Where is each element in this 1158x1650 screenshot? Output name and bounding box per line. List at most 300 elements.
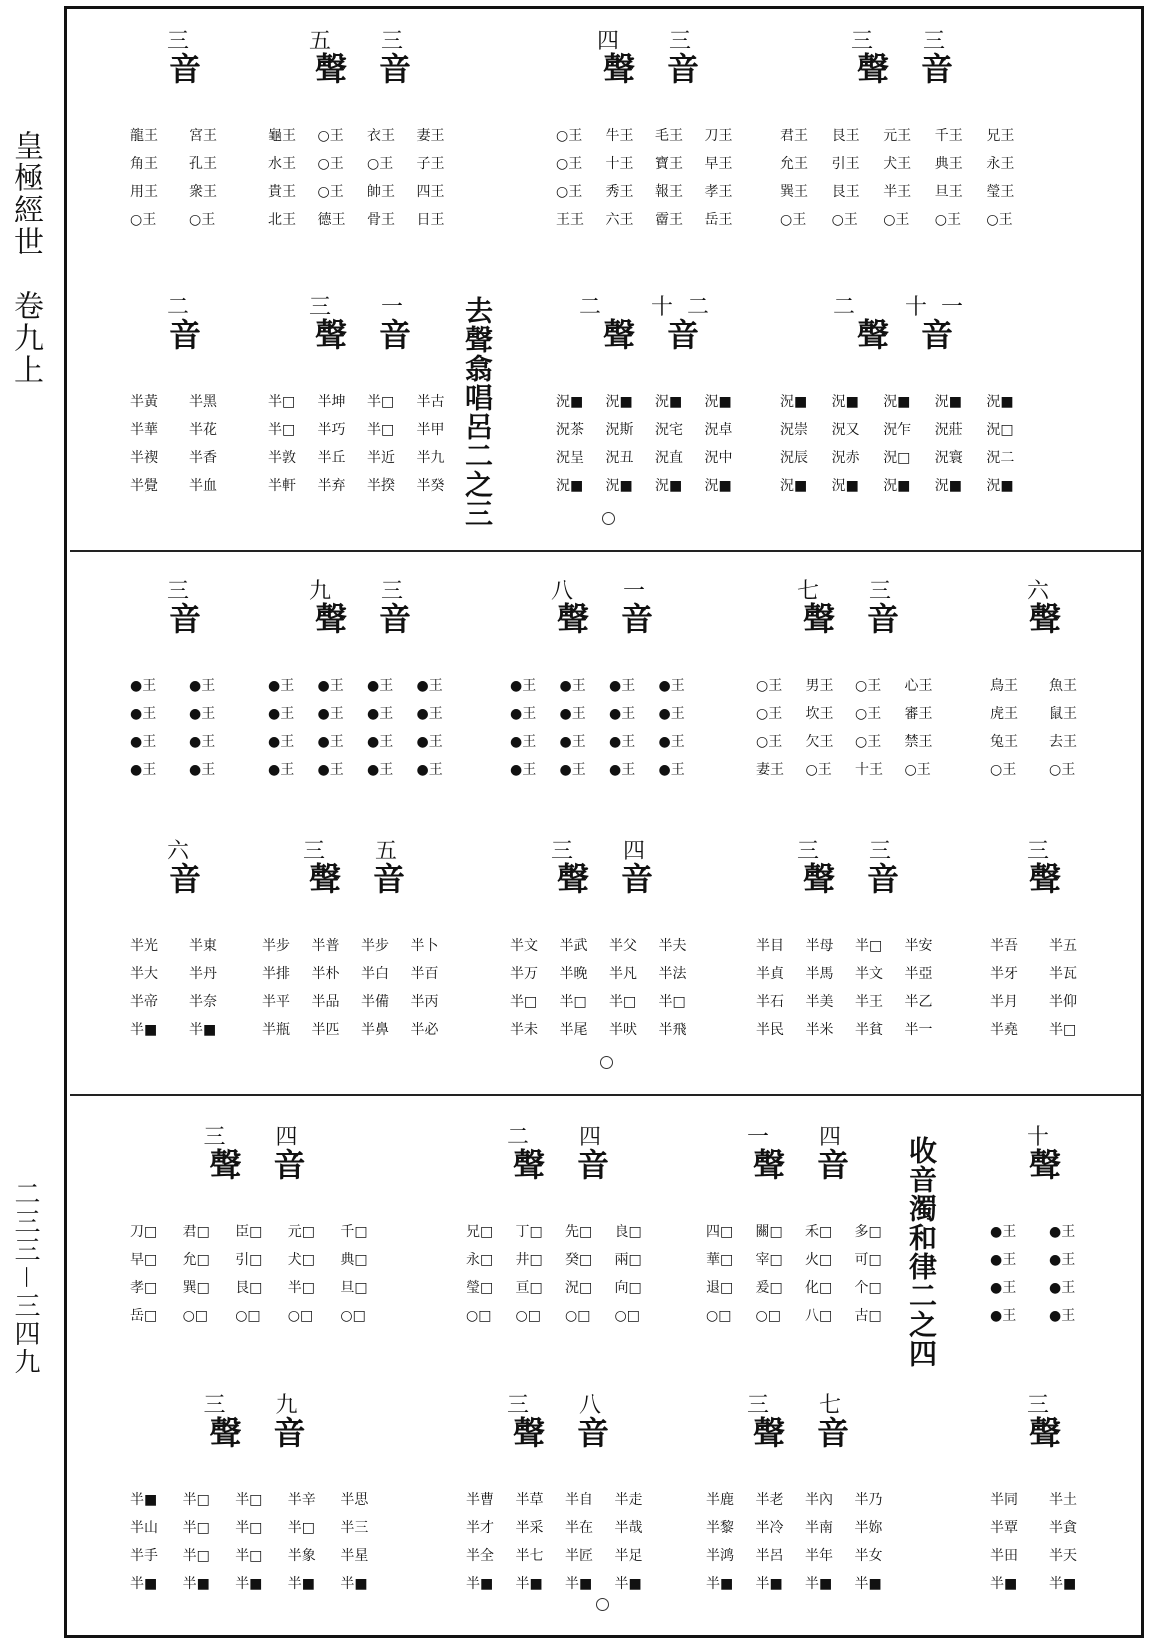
char-cell: 半象 [287,1548,316,1564]
char-cell: ●王 [990,1308,1017,1324]
group-heading [130,1126,385,1183]
char-cell: 況寰 [934,450,963,466]
heading-label: 聲 音 [856,50,953,89]
character-grid [130,126,240,231]
char-cell: 兩□ [614,1252,642,1268]
char-cell: 半東 [189,938,217,954]
char-cell: 況■ [883,394,911,410]
char-cell: 半□ [182,1492,210,1508]
char-cell: 半□ [510,994,538,1010]
char-cell: ●王 [317,762,344,778]
char-cell: 六王 [605,212,634,228]
char-cell: ●王 [609,678,636,694]
char-cell: 半九 [416,450,445,466]
char-cell: 半美 [805,994,834,1010]
char-cell: ○王 [986,212,1013,228]
group-heading [706,1126,896,1183]
char-cell: ○王 [367,156,394,172]
char-cell: 半妳 [854,1520,883,1536]
heading-label: 音 [168,600,201,639]
char-cell: 況■ [831,478,859,494]
char-cell: ●王 [416,706,443,722]
char-cell: ●王 [416,762,443,778]
character-grid [990,936,1100,1041]
char-cell: ●王 [130,706,157,722]
char-cell: 半米 [805,1022,834,1038]
char-cell: ●王 [367,762,394,778]
heading-label: 聲 音 [556,860,653,899]
char-cell: 半凡 [609,966,637,982]
character-grid [556,392,746,497]
char-cell: 半百 [410,966,439,982]
heading-number: 三 [166,29,203,54]
heading-label: 聲 音 [512,1414,609,1453]
char-cell: 半香 [189,450,217,466]
char-cell: ○王 [317,156,344,172]
char-cell: ○王 [904,762,931,778]
char-cell: 半必 [410,1022,439,1038]
heading-number: 三 五 [302,839,411,864]
char-cell: 報王 [655,184,683,200]
char-cell: 半草 [515,1492,544,1508]
char-cell: 半吾 [990,938,1018,954]
char-cell: ●王 [367,734,394,750]
char-cell: 況■ [605,394,633,410]
char-cell: 龜王 [268,128,296,144]
char-cell: 半□ [182,1520,210,1536]
char-cell: 半自 [565,1492,593,1508]
heading-label: 聲 [1028,1146,1061,1185]
char-cell: ●王 [367,678,394,694]
character-grid [706,1490,896,1595]
character-grid [268,126,458,231]
char-cell: 半文 [855,966,883,982]
heading-number: 二 四 [506,1125,615,1150]
char-cell: 引王 [831,156,860,172]
char-cell: 半■ [515,1576,543,1592]
char-cell: 半一 [904,1022,933,1038]
char-cell: 半■ [130,1576,158,1592]
char-cell: 千□ [340,1224,368,1240]
heading-label: 聲 音 [752,1146,849,1185]
char-cell: 亘□ [515,1280,543,1296]
char-cell: 半飛 [658,1022,687,1038]
char-cell: 宮王 [189,128,217,144]
heading-number: 六 [1026,579,1063,604]
heading-label: 音 [168,316,201,355]
char-cell: ○王 [317,184,344,200]
char-cell: ●王 [189,734,216,750]
char-cell: 況■ [934,394,963,410]
circle-mark [602,512,615,525]
char-cell: 癸□ [565,1252,593,1268]
char-cell: ●王 [990,1252,1017,1268]
char-cell: 良□ [614,1224,642,1240]
char-cell: 半覃 [990,1520,1018,1536]
heading-label: 聲 [1028,1414,1061,1453]
char-cell: 半■ [182,1576,210,1592]
char-cell: 子王 [416,156,445,172]
char-cell: 宰□ [755,1252,783,1268]
char-cell: ●王 [367,706,394,722]
char-cell: ○王 [855,706,882,722]
char-cell: 四□ [706,1224,734,1240]
char-cell: ●王 [990,1280,1017,1296]
char-cell: ○□ [706,1308,732,1324]
char-cell: 丁□ [515,1224,543,1240]
char-cell: ○□ [614,1308,640,1324]
char-cell: 半五 [1049,938,1077,954]
heading-label: 聲 音 [602,50,699,89]
char-cell: 況■ [655,478,683,494]
char-cell: 早□ [130,1252,158,1268]
group-heading [466,1126,656,1183]
char-cell: 況乍 [883,422,912,438]
char-cell: 瑩□ [466,1280,494,1296]
heading-number: 十 [1026,1125,1063,1150]
char-cell: ○王 [805,762,832,778]
heading-label: 聲 音 [856,316,953,355]
char-cell: 半花 [189,422,217,438]
character-grid [130,1490,385,1595]
char-cell: 半□ [658,994,686,1010]
char-cell: ○王 [756,734,783,750]
char-cell: 半尾 [559,1022,588,1038]
char-cell: 半曹 [466,1492,494,1508]
char-cell: 半瓶 [262,1022,290,1038]
group-heading [706,1394,896,1451]
char-cell: ○王 [556,184,583,200]
char-cell: 半安 [904,938,933,954]
char-cell: 半女 [854,1548,883,1564]
character-grid [466,1222,656,1327]
char-cell: 半□ [268,394,296,410]
char-cell: 半■ [466,1576,494,1592]
heading-number: 三 三 [796,839,905,864]
char-cell: ○王 [189,212,216,228]
char-cell: 況丑 [605,450,634,466]
char-cell: 半□ [287,1520,316,1536]
page-number: 二三三－三四九 [10,1180,40,1377]
char-cell: 半覺 [130,478,158,494]
char-cell: 角王 [130,156,158,172]
char-cell: 井□ [515,1252,543,1268]
heading-number: 五 三 [308,29,417,54]
char-cell: 火□ [805,1252,833,1268]
character-grid [268,676,458,781]
char-cell: 典王 [934,156,963,172]
char-cell: 半采 [515,1520,544,1536]
char-cell: 半內 [805,1492,833,1508]
char-cell: 孔王 [189,156,217,172]
char-cell: ○王 [556,156,583,172]
char-cell: ●王 [130,734,157,750]
heading-number: 三 八 [506,1393,615,1418]
group-heading [510,580,700,637]
heading-label: 聲 音 [308,860,405,899]
group-heading [130,840,240,897]
char-cell: 半貪 [1049,1520,1077,1536]
char-cell: 半□ [235,1492,263,1508]
heading-label: 聲 音 [802,600,899,639]
char-cell: ●王 [609,706,636,722]
char-cell: 衣王 [367,128,395,144]
char-cell: 半馬 [805,966,834,982]
char-cell: 半■ [130,1022,158,1038]
char-cell: 況□ [986,422,1014,438]
char-cell: 半近 [367,450,395,466]
char-cell: 況中 [704,450,733,466]
char-cell: 半巧 [317,422,346,438]
char-cell: 兔王 [990,734,1018,750]
char-cell: ●王 [609,762,636,778]
group-heading [756,580,946,637]
char-cell: 半備 [361,994,389,1010]
group-heading [510,840,700,897]
char-cell: ●王 [658,734,685,750]
group-heading [556,30,746,87]
char-cell: ○王 [1049,762,1076,778]
char-cell: 況斯 [605,422,634,438]
char-cell: 半■ [1049,1576,1077,1592]
char-cell: 霤王 [655,212,683,228]
heading-number: 三 [1026,1393,1063,1418]
char-cell: ○□ [287,1308,314,1324]
char-cell: 半才 [466,1520,494,1536]
heading-number: 三 九 [203,1393,312,1418]
char-cell: 半土 [1049,1492,1077,1508]
char-cell: 魚王 [1049,678,1077,694]
char-cell: 況■ [780,478,808,494]
char-cell: 向□ [614,1280,642,1296]
group-heading [780,296,1030,353]
char-cell: 坎王 [805,706,834,722]
char-cell: 北王 [268,212,296,228]
char-cell: ○□ [515,1308,541,1324]
char-cell: 可□ [854,1252,882,1268]
char-cell: 半在 [565,1520,593,1536]
char-cell: 半■ [287,1576,316,1592]
char-cell: 半全 [466,1548,494,1564]
char-cell: 半華 [130,422,158,438]
char-cell: 禁王 [904,734,933,750]
char-cell: 巽□ [182,1280,210,1296]
group-heading [990,580,1100,637]
char-cell: 半■ [805,1576,833,1592]
char-cell: ●王 [317,734,344,750]
char-cell: ○□ [235,1308,261,1324]
char-cell: ○王 [556,128,583,144]
char-cell: 刀王 [704,128,733,144]
group-heading [268,580,458,637]
character-grid [130,676,240,781]
char-cell: 況莊 [934,422,963,438]
char-cell: 況又 [831,422,860,438]
char-cell: ●王 [268,762,295,778]
char-cell: ●王 [559,762,586,778]
char-cell: 半同 [990,1492,1018,1508]
char-cell: 半月 [990,994,1018,1010]
char-cell: 永王 [986,156,1015,172]
heading-number: 七 三 [796,579,905,604]
char-cell: 君□ [182,1224,210,1240]
char-cell: ○王 [780,212,807,228]
char-cell: 半冷 [755,1520,784,1536]
char-cell: 毛王 [655,128,683,144]
char-cell: 半大 [130,966,158,982]
char-cell: 半□ [182,1548,210,1564]
char-cell: 況辰 [780,450,808,466]
heading-number: 六 [166,839,203,864]
char-cell: 半□ [367,422,395,438]
char-cell: 龍王 [130,128,158,144]
char-cell: ●王 [189,762,216,778]
char-cell: ●王 [559,706,586,722]
char-cell: 半七 [515,1548,544,1564]
char-cell: 半瓦 [1049,966,1077,982]
char-cell: 況■ [605,478,633,494]
heading-number: 三 三 [850,29,959,54]
char-cell: 半■ [189,1022,217,1038]
char-cell: 半田 [990,1548,1018,1564]
char-cell: 半足 [614,1548,643,1564]
char-cell: 旦□ [340,1280,368,1296]
heading-label: 聲 音 [314,50,411,89]
char-cell: 半揆 [367,478,395,494]
char-cell: 永□ [466,1252,494,1268]
char-cell: 旦王 [934,184,963,200]
char-cell: 半古 [416,394,445,410]
char-cell: 半匠 [565,1548,593,1564]
char-cell: ○王 [831,212,858,228]
section-title: 收音濁和律二之四 [905,1136,938,1368]
char-cell: 關□ [755,1224,783,1240]
char-cell: 半■ [340,1576,368,1592]
char-cell: ●王 [189,678,216,694]
char-cell: 王王 [556,212,584,228]
char-cell: 犬王 [883,156,912,172]
char-cell: 半■ [706,1576,734,1592]
char-cell: 半呂 [755,1548,784,1564]
group-heading [130,1394,385,1451]
heading-label: 聲 音 [314,600,411,639]
book-title: 皇極經世 卷九上 [8,130,43,386]
char-cell: 帥王 [367,184,395,200]
char-cell: 瑩王 [986,184,1015,200]
char-cell: 半石 [756,994,784,1010]
char-cell: 貴王 [268,184,296,200]
char-cell: ●王 [559,678,586,694]
char-cell: 半吠 [609,1022,637,1038]
char-cell: 半■ [990,1576,1018,1592]
character-grid [990,676,1100,781]
char-cell: 半哉 [614,1520,643,1536]
char-cell: 牛王 [605,128,634,144]
char-cell: 半南 [805,1520,833,1536]
char-cell: 半丙 [410,994,439,1010]
char-cell: 況宅 [655,422,683,438]
char-cell: 岳□ [130,1308,158,1324]
heading-number: 三 [1026,839,1063,864]
band-divider [70,550,1142,552]
char-cell: 允□ [182,1252,210,1268]
char-cell: ●王 [990,1224,1017,1240]
char-cell: 半未 [510,1022,538,1038]
heading-label: 音 [168,50,201,89]
char-cell: 半目 [756,938,784,954]
char-cell: 況崇 [780,422,808,438]
char-cell: 半黎 [706,1520,734,1536]
group-heading [756,840,946,897]
character-grid [990,1490,1100,1595]
char-cell: 半弃 [317,478,346,494]
char-cell: 半黑 [189,394,217,410]
char-cell: 半■ [130,1492,158,1508]
char-cell: 半癸 [416,478,445,494]
group-heading [268,30,458,87]
char-cell: 況■ [831,394,859,410]
char-cell: 審王 [904,706,933,722]
char-cell: ○□ [182,1308,209,1324]
char-cell: 半丹 [189,966,217,982]
heading-number: 三 四 [550,839,659,864]
char-cell: ●王 [416,734,443,750]
char-cell: 半步 [262,938,290,954]
char-cell: 允王 [780,156,808,172]
band-divider [70,1094,1142,1096]
char-cell: 四王 [416,184,445,200]
char-cell: 半□ [559,994,587,1010]
character-grid [510,676,700,781]
char-cell: 半■ [235,1576,263,1592]
char-cell: ●王 [510,734,537,750]
heading-label: 聲 音 [556,600,653,639]
char-cell: 半乙 [904,994,933,1010]
character-grid [262,936,452,1041]
heading-number: 一 四 [746,1125,855,1150]
char-cell: ○王 [756,706,783,722]
char-cell: 孝□ [130,1280,158,1296]
char-cell: 半□ [287,1280,316,1296]
char-cell: ●王 [1049,1308,1076,1324]
char-cell: 半年 [805,1548,833,1564]
char-cell: 半王 [883,184,912,200]
char-cell: 鳥王 [990,678,1018,694]
char-cell: 半□ [268,422,296,438]
char-cell: 半□ [367,394,395,410]
char-cell: ○□ [466,1308,492,1324]
char-cell: ●王 [317,678,344,694]
char-cell: 禾□ [805,1224,833,1240]
heading-label: 聲 音 [512,1146,609,1185]
character-grid [130,936,240,1041]
char-cell: 況茶 [556,422,584,438]
char-cell: 半□ [1049,1022,1077,1038]
char-cell: 孝王 [704,184,733,200]
char-cell: 十王 [605,156,634,172]
heading-label: 聲 音 [602,316,699,355]
char-cell: 臣□ [235,1224,263,1240]
char-cell: 典□ [340,1252,368,1268]
char-cell: 用王 [130,184,158,200]
char-cell: 巽王 [780,184,808,200]
char-cell: 半□ [609,994,637,1010]
char-cell: 況■ [986,478,1014,494]
heading-number: 三 一 [308,295,417,320]
char-cell: 半老 [755,1492,784,1508]
char-cell: 況■ [556,394,584,410]
char-cell: 半白 [361,966,389,982]
